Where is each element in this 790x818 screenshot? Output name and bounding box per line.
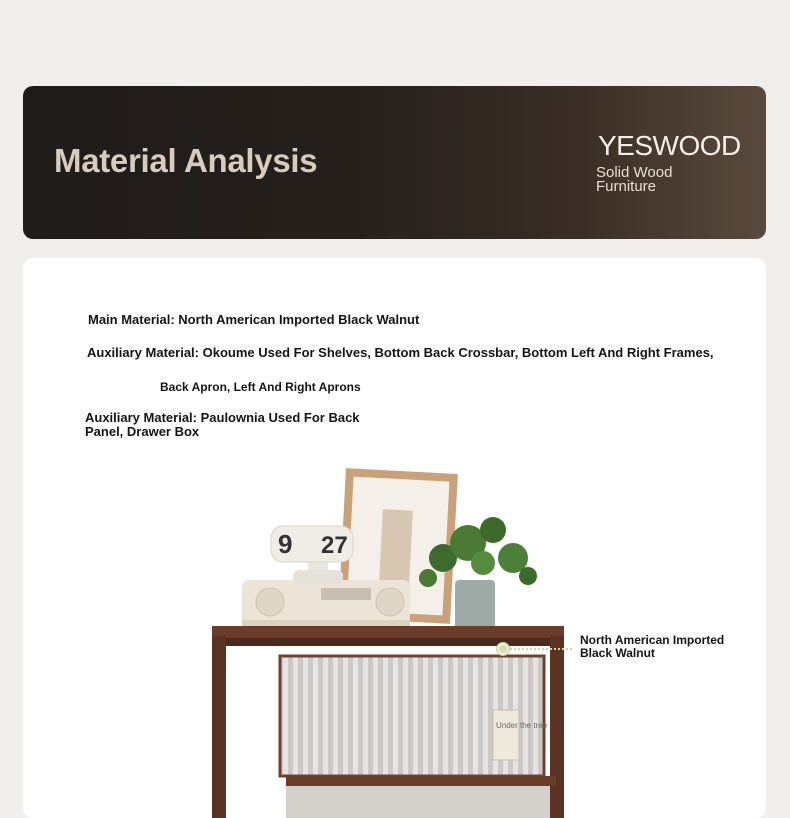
brand-tagline: Solid Wood Furniture — [596, 164, 673, 195]
radio-speaker — [242, 580, 410, 628]
shelf-tag-text: Under the tree — [496, 721, 548, 730]
clock-hour: 9 — [278, 529, 293, 559]
auxiliary-material-1-continuation: Back Apron, Left And Right Aprons — [160, 380, 361, 394]
header-banner — [23, 86, 766, 239]
auxiliary-material-1-text: Auxiliary Material: Okoume Used For Shelves, Bottom Back Crossbar, Bottom Left And Right Frames, — [87, 345, 714, 360]
page-title: Material Analysis — [54, 142, 318, 179]
product-image — [23, 258, 766, 818]
callout-label: North American Imported Black Walnut — [580, 633, 725, 660]
clock-minute: 27 — [321, 532, 348, 559]
material-card — [23, 258, 766, 818]
callout-leader-line — [510, 648, 572, 650]
walnut-cabinet — [212, 626, 564, 818]
main-material-text: Main Material: North American Imported Black Walnut — [88, 312, 420, 327]
callout-marker — [497, 643, 509, 655]
flip-clock — [271, 526, 353, 584]
auxiliary-material-2-text: Auxiliary Material: Paulownia Used For Back Panel, Drawer Box — [85, 410, 360, 439]
brand-logo: YESWOOD — [598, 130, 741, 161]
